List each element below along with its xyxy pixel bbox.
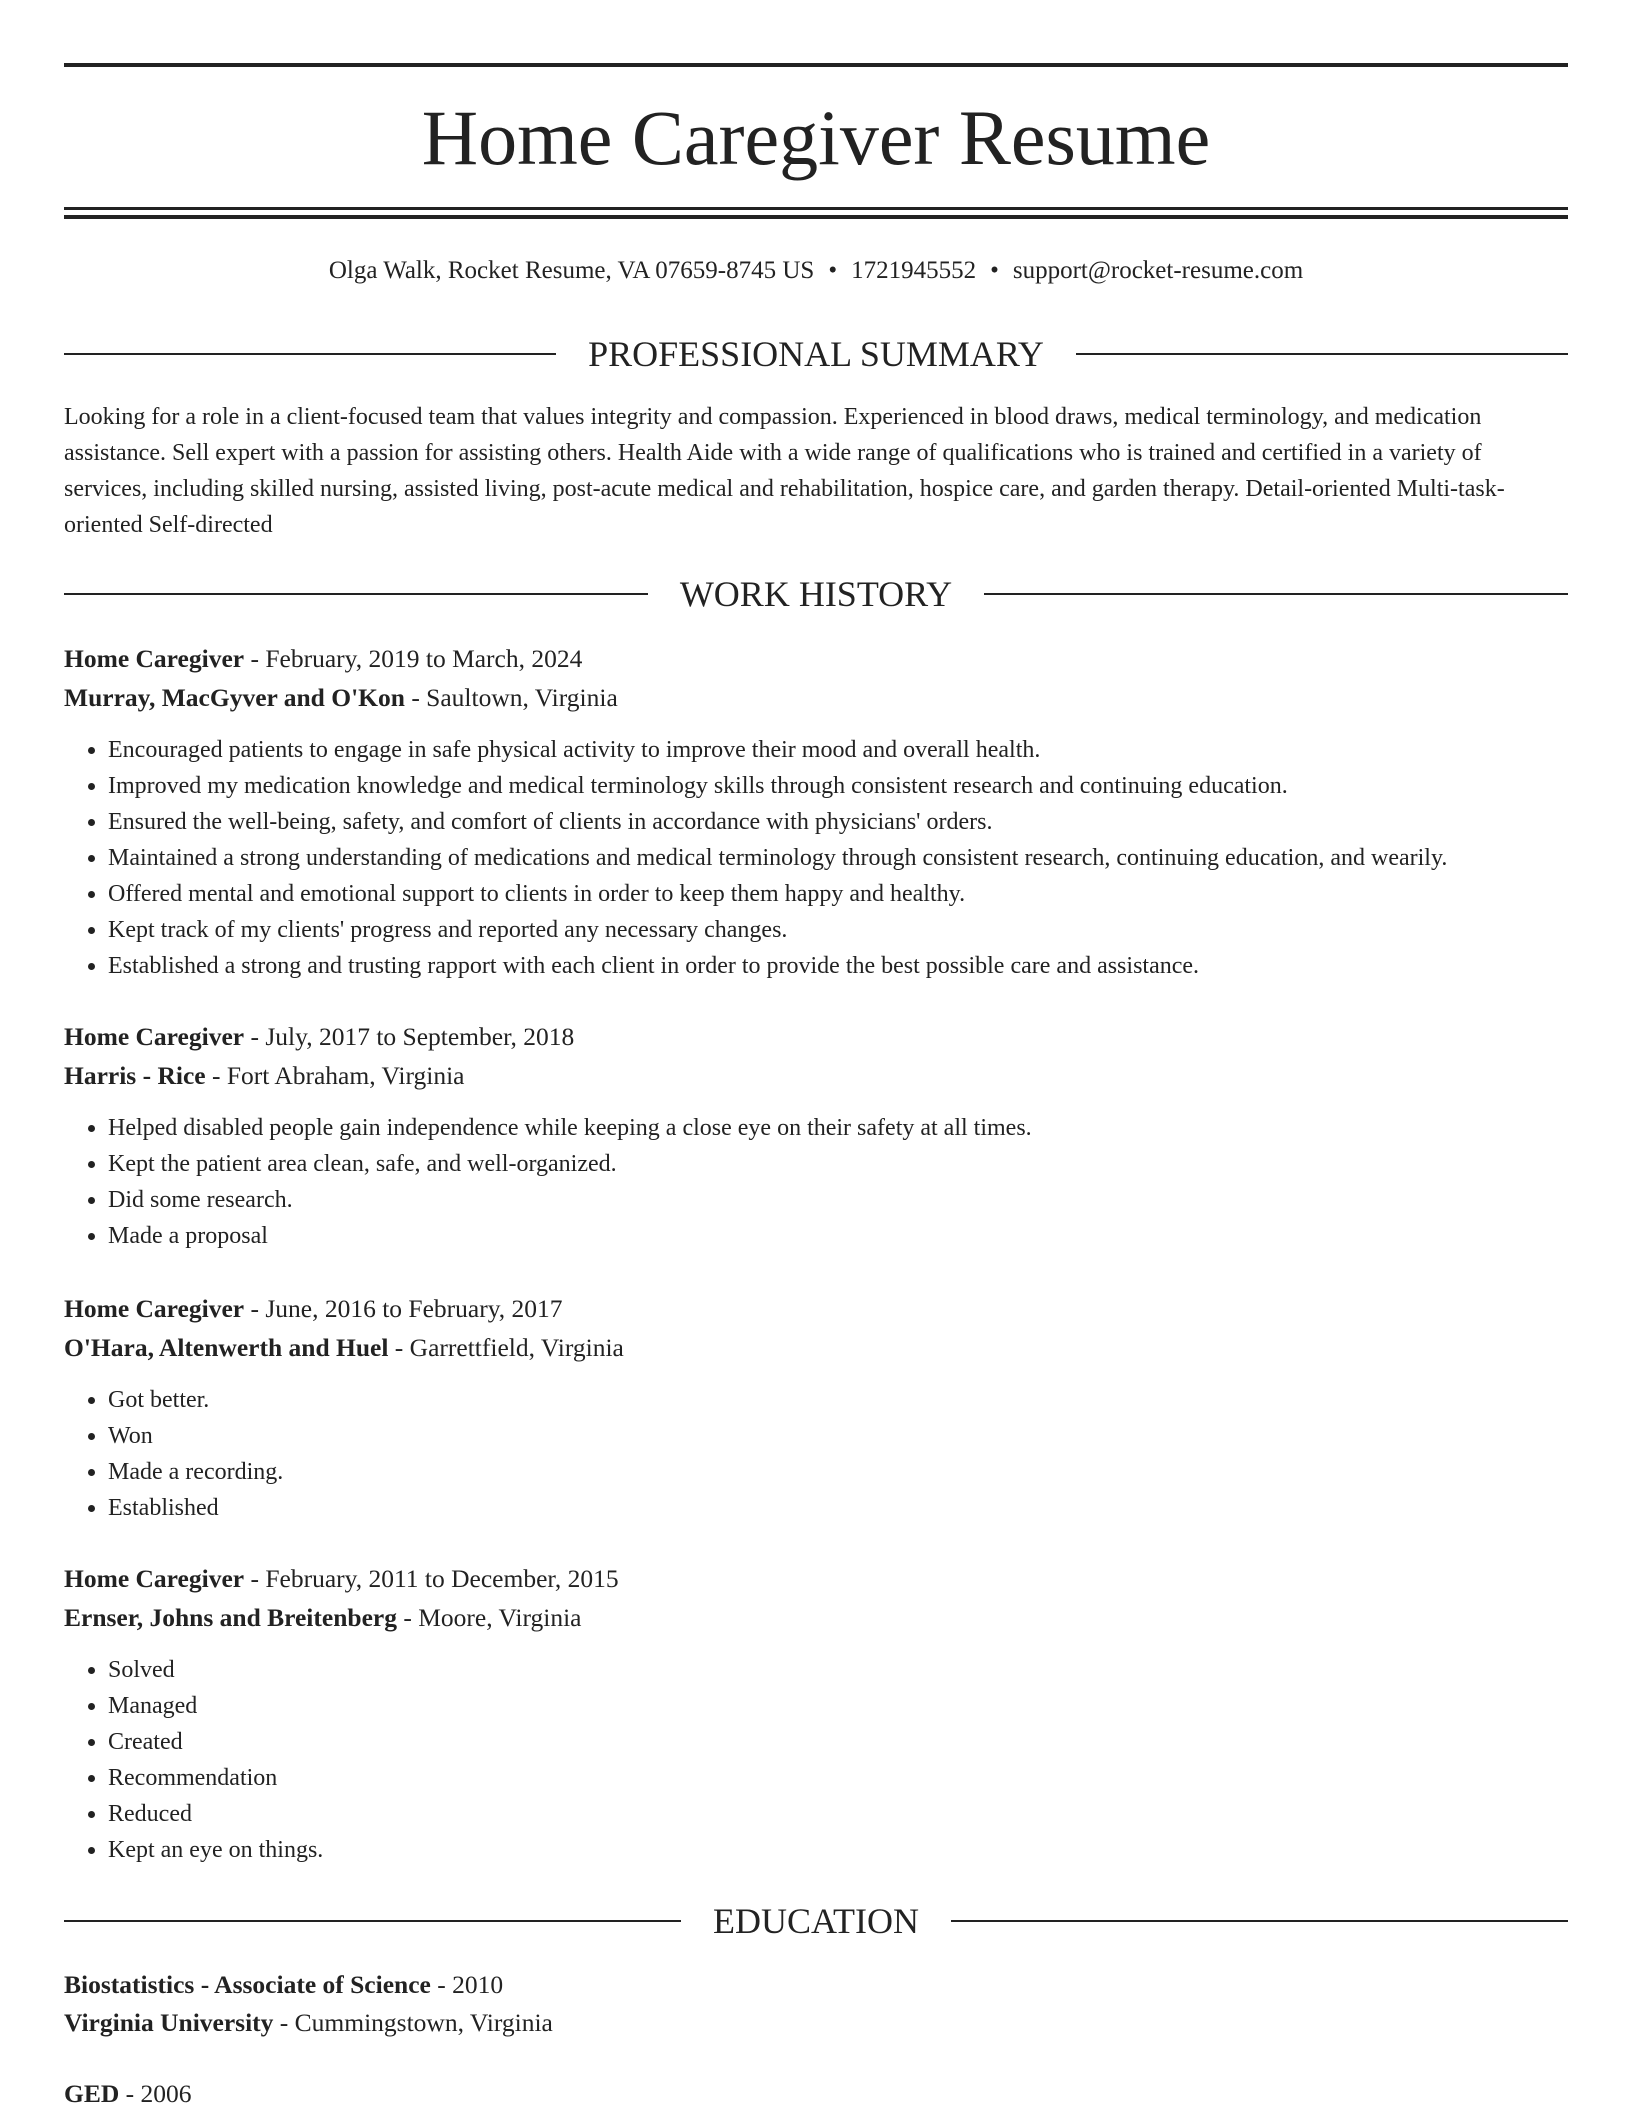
job-entry [64,1290,1568,1526]
education-entry [64,2075,1568,2113]
list-item: • Solved [108,1652,1568,1688]
list-item: • Ensured the well-being, safety, and comfort of clients in accordance with physicians' orders. [108,804,1568,840]
job-location: - Fort Abraham, Virginia [205,1061,465,1090]
list-item: • Improved my medication knowledge and medical terminology skills through consistent research and continuing education. [108,768,1568,804]
job-dates: - June, 2016 to February, 2017 [244,1294,563,1323]
contact-email: support@rocket-resume.com [1012,257,1304,284]
job-title: Home Caregiver [64,644,245,673]
job-location: - Saultown, Virginia [404,683,618,712]
job-employer [64,679,1568,717]
list-item: • Established [108,1490,1568,1526]
job-heading [64,1018,1568,1056]
job-location: - Moore, Virginia [396,1603,582,1632]
job-employer [64,1329,1568,1367]
list-item: • Helped disabled people gain independence while keeping a close eye on their safety at all times. [108,1110,1568,1146]
section-rule-right [951,1920,1568,1922]
section-rule-right [984,593,1568,595]
job-dates: - February, 2011 to December, 2015 [244,1564,619,1593]
job-company: Harris - Rice [64,1061,206,1090]
contact-separator: • [990,257,999,284]
job-employer [64,1057,1568,1095]
job-dates: - February, 2019 to March, 2024 [244,644,583,673]
list-item: • Kept track of my clients' progress and reported any necessary changes. [108,912,1568,948]
education-school: Virginia University [64,2008,274,2037]
top-rule [64,63,1568,67]
list-item: • Offered mental and emotional support to clients in order to keep them happy and healthy. [108,876,1568,912]
summary-text: Looking for a role in a client-focused team that values integrity and compassion. Experienced in blood draws, medical terminology, and medication assistance. Sell expert with a passion for assisting others. Health Aide with a wide range of qualifications who is trained and certified in a variety of services, including skilled nursing, assisted living, post-acute medical and rehabilitation, hospice care, and garden therapy. Detail-oriented Multi-task-oriented Self-directed [64,404,1505,538]
job-entry [64,1560,1568,1868]
job-bullets [64,1110,1568,1254]
education-degree: GED [64,2079,120,2108]
job-company: Ernser, Johns and Breitenberg [64,1603,397,1632]
list-item: • Maintained a strong understanding of medications and medical terminology through consistent research, continuing education, and wearily. [108,840,1568,876]
section-title-education: EDUCATION [713,1901,919,1941]
education-school-line [64,2004,1568,2042]
job-employer [64,1599,1568,1637]
list-item: • Kept an eye on things. [108,1832,1568,1868]
job-title: Home Caregiver [64,1022,245,1051]
page-title: Home Caregiver Resume [421,94,1211,181]
list-item: • Reduced [108,1796,1568,1832]
job-heading [64,640,1568,678]
job-company: O'Hara, Altenwerth and Huel [64,1333,389,1362]
list-item: • Got better. [108,1382,1568,1418]
job-bullets [64,732,1568,984]
job-entry [64,1018,1568,1254]
job-bullets [64,1382,1568,1526]
list-item: • Made a proposal [108,1218,1568,1254]
list-item: • Recommendation [108,1760,1568,1796]
job-heading [64,1560,1568,1598]
contact-phone: 1721945552 [851,257,977,284]
education-year: - 2006 [119,2079,192,2108]
job-location: - Garrettfield, Virginia [388,1333,624,1362]
job-entry [64,640,1568,984]
list-item: • Made a recording. [108,1454,1568,1490]
title-rule-lower [64,215,1568,219]
section-header-work [64,572,1568,616]
section-rule-left [64,353,556,355]
list-item: • Kept the patient area clean, safe, and well-organized. [108,1146,1568,1182]
education-degree-line [64,1966,1568,2004]
education-year: - 2010 [430,1970,504,1999]
title-rule-upper [64,207,1568,210]
section-title-summary: PROFESSIONAL SUMMARY [588,334,1044,374]
list-item: • Encouraged patients to engage in safe physical activity to improve their mood and overall health. [108,732,1568,768]
job-title: Home Caregiver [64,1294,245,1323]
section-rule-left [64,1920,681,1922]
list-item: • Won [108,1418,1568,1454]
list-item: • Established a strong and trusting rapport with each client in order to provide the best possible care and assistance. [108,948,1568,984]
section-header-education [64,1899,1568,1943]
education-degree-line [64,2075,1568,2113]
contact-separator: • [828,257,838,284]
job-heading [64,1290,1568,1328]
section-header-summary [64,332,1568,376]
job-title: Home Caregiver [64,1564,245,1593]
contact-address: Olga Walk, Rocket Resume, VA 07659-8745 US [328,257,815,284]
education-entry [64,1966,1568,2042]
contact-info [64,252,1568,290]
job-bullets [64,1652,1568,1868]
section-rule-left [64,593,648,595]
list-item: • Did some research. [108,1182,1568,1218]
section-title-work: WORK HISTORY [679,574,953,614]
section-rule-right [1076,353,1568,355]
education-degree: Biostatistics - Associate of Science [64,1970,431,1999]
job-dates: - July, 2017 to September, 2018 [244,1022,575,1051]
education-location: - Cummingstown, Virginia [273,2008,553,2037]
job-company: Murray, MacGyver and O'Kon [64,683,405,712]
list-item: • Managed [108,1688,1568,1724]
list-item: • Created [108,1724,1568,1760]
